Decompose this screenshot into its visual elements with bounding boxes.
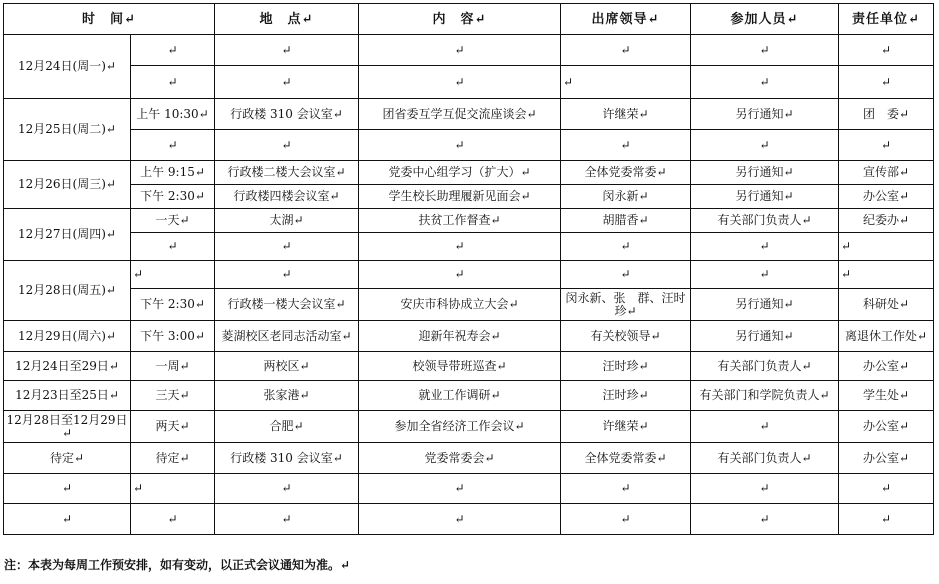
- date-cell: 12月23日至25日↵: [4, 381, 131, 411]
- content-cell: 扶贫工作督查↵: [359, 209, 561, 233]
- content-cell: 就业工作调研↵: [359, 381, 561, 411]
- attendees-cell: 有关部门和学院负责人↵: [691, 381, 839, 411]
- date-cell: 12月28日(周五)↵: [4, 261, 131, 321]
- table-row: [4, 411, 934, 443]
- content-cell: 迎新年祝寿会↵: [359, 321, 561, 352]
- place-cell: 行政楼 310 会议室↵: [215, 443, 359, 474]
- attendees-cell: 另行通知↵: [691, 161, 839, 185]
- content-cell: ↵: [359, 35, 561, 66]
- leader-cell: ↵: [561, 504, 691, 535]
- content-cell: ↵: [359, 233, 561, 261]
- unit-cell: 学生处↵: [839, 381, 934, 411]
- table-row: [4, 130, 934, 161]
- place-cell: 张家港↵: [215, 381, 359, 411]
- date-cell: 12月28日至12月29日↵: [4, 411, 131, 443]
- unit-cell: ↵: [839, 474, 934, 504]
- unit-cell: ↵: [839, 130, 934, 161]
- table-row: [4, 261, 934, 289]
- time-cell: 两天↵: [131, 411, 215, 443]
- place-cell: ↵: [215, 504, 359, 535]
- table-row: [4, 443, 934, 474]
- place-cell: ↵: [215, 66, 359, 99]
- attendees-cell: ↵: [691, 66, 839, 99]
- table-row: [4, 99, 934, 130]
- place-cell: ↵: [215, 261, 359, 289]
- date-cell: 12月24日至29日↵: [4, 352, 131, 381]
- table-row: [4, 35, 934, 66]
- leader-cell: 全体党委常委↵: [561, 161, 691, 185]
- unit-cell: ↵: [839, 261, 934, 289]
- leader-cell: 闵永新↵: [561, 185, 691, 209]
- unit-cell: 离退休工作处↵: [839, 321, 934, 352]
- table-row: [4, 289, 934, 321]
- table-row: [4, 352, 934, 381]
- content-cell: 学生校长助理履新见面会↵: [359, 185, 561, 209]
- place-cell: ↵: [215, 35, 359, 66]
- place-cell: 行政楼一楼大会议室↵: [215, 289, 359, 321]
- content-cell: 参加全省经济工作会议↵: [359, 411, 561, 443]
- place-cell: 太湖↵: [215, 209, 359, 233]
- attendees-cell: 有关部门负责人↵: [691, 209, 839, 233]
- content-cell: ↵: [359, 66, 561, 99]
- place-cell: ↵: [215, 233, 359, 261]
- attendees-cell: ↵: [691, 474, 839, 504]
- time-cell: 三天↵: [131, 381, 215, 411]
- content-cell: 安庆市科协成立大会↵: [359, 289, 561, 321]
- content-cell: ↵: [359, 504, 561, 535]
- table-row: [4, 321, 934, 352]
- unit-cell: 宣传部↵: [839, 161, 934, 185]
- time-cell: ↵: [131, 130, 215, 161]
- unit-cell: 科研处↵: [839, 289, 934, 321]
- attendees-cell: 另行通知↵: [691, 185, 839, 209]
- footnote: 注：本表为每周工作预安排，如有变动，以正式会议通知为准。↵: [4, 558, 351, 572]
- date-cell: ↵: [4, 474, 131, 504]
- time-cell: ↵: [131, 35, 215, 66]
- unit-cell: 办公室↵: [839, 352, 934, 381]
- header-unit: 责任单位↵: [839, 4, 934, 35]
- attendees-cell: ↵: [691, 504, 839, 535]
- leader-cell: 许继荣↵: [561, 411, 691, 443]
- table-row: [4, 66, 934, 99]
- date-cell: ↵: [4, 504, 131, 535]
- table-row: [4, 474, 934, 504]
- attendees-cell: 有关部门负责人↵: [691, 352, 839, 381]
- unit-cell: ↵: [839, 66, 934, 99]
- attendees-cell: 另行通知↵: [691, 99, 839, 130]
- header-place: 地 点↵: [215, 4, 359, 35]
- leader-cell: 闵永新、张 群、汪时珍↵: [561, 289, 691, 321]
- leader-cell: ↵: [561, 35, 691, 66]
- leader-cell: ↵: [561, 130, 691, 161]
- place-cell: 行政楼二楼大会议室↵: [215, 161, 359, 185]
- attendees-cell: ↵: [691, 35, 839, 66]
- leader-cell: 许继荣↵: [561, 99, 691, 130]
- time-cell: ↵: [131, 504, 215, 535]
- place-cell: ↵: [215, 130, 359, 161]
- unit-cell: ↵: [839, 35, 934, 66]
- place-cell: 行政楼四楼会议室↵: [215, 185, 359, 209]
- table-row: [4, 233, 934, 261]
- table-row: [4, 185, 934, 209]
- table-header-row: [4, 4, 934, 35]
- unit-cell: 纪委办↵: [839, 209, 934, 233]
- leader-cell: 全体党委常委↵: [561, 443, 691, 474]
- header-attendees: 参加人员↵: [691, 4, 839, 35]
- header-content: 内 容↵: [359, 4, 561, 35]
- attendees-cell: ↵: [691, 261, 839, 289]
- table-row: [4, 161, 934, 185]
- attendees-cell: ↵: [691, 411, 839, 443]
- place-cell: ↵: [215, 474, 359, 504]
- leader-cell: ↵: [561, 261, 691, 289]
- content-cell: ↵: [359, 474, 561, 504]
- time-cell: 上午 9:15↵: [131, 161, 215, 185]
- date-cell: 12月24日(周一)↵: [4, 35, 131, 99]
- table-row: [4, 381, 934, 411]
- date-cell: 12月25日(周二)↵: [4, 99, 131, 161]
- time-cell: ↵: [131, 233, 215, 261]
- unit-cell: 办公室↵: [839, 185, 934, 209]
- time-cell: 待定↵: [131, 443, 215, 474]
- weekly-schedule-sheet: [3, 3, 934, 535]
- unit-cell: ↵: [839, 233, 934, 261]
- time-cell: ↵: [131, 66, 215, 99]
- leader-cell: 有关校领导↵: [561, 321, 691, 352]
- leader-cell: ↵: [561, 474, 691, 504]
- header-time: 时 间↵: [4, 4, 215, 35]
- date-cell: 12月27日(周四)↵: [4, 209, 131, 261]
- content-cell: 团省委互学互促交流座谈会↵: [359, 99, 561, 130]
- attendees-cell: 另行通知↵: [691, 289, 839, 321]
- attendees-cell: ↵: [691, 130, 839, 161]
- leader-cell: 胡腊香↵: [561, 209, 691, 233]
- attendees-cell: 另行通知↵: [691, 321, 839, 352]
- attendees-cell: 有关部门负责人↵: [691, 443, 839, 474]
- time-cell: ↵: [131, 474, 215, 504]
- time-cell: 下午 2:30↵: [131, 289, 215, 321]
- place-cell: 两校区↵: [215, 352, 359, 381]
- date-cell: 待定↵: [4, 443, 131, 474]
- schedule-table: [3, 3, 934, 535]
- content-cell: 校领导带班巡查↵: [359, 352, 561, 381]
- time-cell: 下午 3:00↵: [131, 321, 215, 352]
- unit-cell: ↵: [839, 504, 934, 535]
- header-leader: 出席领导↵: [561, 4, 691, 35]
- leader-cell: 汪时珍↵: [561, 352, 691, 381]
- date-cell: 12月29日(周六)↵: [4, 321, 131, 352]
- content-cell: ↵: [359, 130, 561, 161]
- table-row: [4, 209, 934, 233]
- content-cell: 党委中心组学习（扩大）↵: [359, 161, 561, 185]
- place-cell: 行政楼 310 会议室↵: [215, 99, 359, 130]
- unit-cell: 办公室↵: [839, 443, 934, 474]
- time-cell: 上午 10:30↵: [131, 99, 215, 130]
- place-cell: 合肥↵: [215, 411, 359, 443]
- leader-cell: 汪时珍↵: [561, 381, 691, 411]
- content-cell: 党委常委会↵: [359, 443, 561, 474]
- time-cell: ↵: [131, 261, 215, 289]
- leader-cell: ↵: [561, 233, 691, 261]
- place-cell: 菱湖校区老同志活动室↵: [215, 321, 359, 352]
- time-cell: 一周↵: [131, 352, 215, 381]
- time-cell: 下午 2:30↵: [131, 185, 215, 209]
- table-row: [4, 504, 934, 535]
- date-cell: 12月26日(周三)↵: [4, 161, 131, 209]
- attendees-cell: ↵: [691, 233, 839, 261]
- unit-cell: 办公室↵: [839, 411, 934, 443]
- time-cell: 一天↵: [131, 209, 215, 233]
- unit-cell: 团 委↵: [839, 99, 934, 130]
- leader-cell: ↵: [561, 66, 691, 99]
- content-cell: ↵: [359, 261, 561, 289]
